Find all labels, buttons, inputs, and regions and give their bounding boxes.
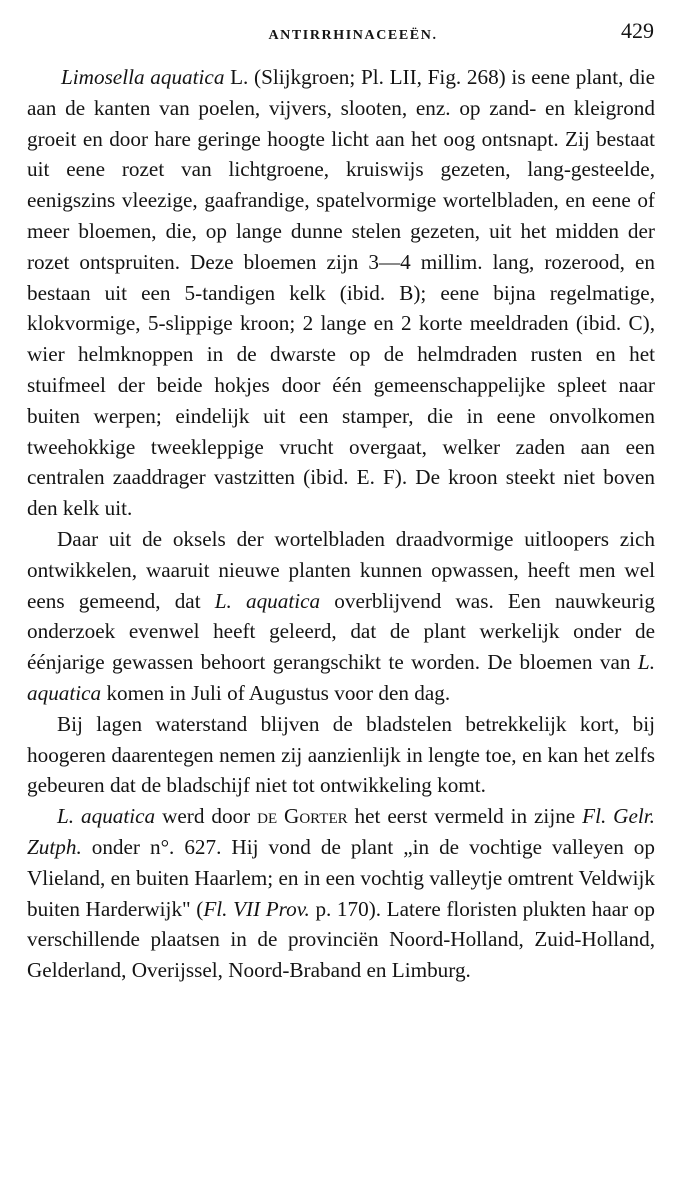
text-run: overblijvend was. Een nauwkeurig onderzoek evenwel heeft geleerd, dat de plant werkelijk onder de éénjarige gewassen behoort gerangschikt te worden. De bloemen van [27, 588, 655, 675]
running-title: ANTIRRHINACEEËN. [268, 28, 438, 43]
page-number: 429 [621, 18, 654, 43]
paragraph-limosella-description [27, 62, 655, 524]
paragraph-distribution-history [27, 801, 655, 986]
text-run: werd door [155, 804, 258, 829]
small-caps-run: de Gorter [257, 804, 348, 829]
paragraph-water-level [27, 709, 655, 801]
text-run: p. 170). Latere floristen plukten haar op verschillende plaatsen in de provinciën Noord-Holland, Zuid-Holland, Gelderland, Overijssel, Noord-Braband en Limburg. [27, 896, 655, 983]
body-text [27, 62, 655, 986]
text-run: Bij lagen waterstand blijven de bladstelen betrekkelijk kort, bij hoogeren daarentegen nemen zij aanzienlijk in lengte toe, en kan het zelfs gebeuren dat de bladschijf niet tot ontwikkeling komt. [27, 711, 655, 798]
italic-run: L. aquatica [27, 650, 655, 705]
running-head [52, 14, 654, 54]
italic-run: L. aquatica [57, 804, 156, 829]
text-run: het eerst vermeld in zijne [347, 804, 583, 829]
text-run: Daar uit de oksels der wortelbladen draadvormige uitloopers zich ontwikkelen, waaruit nieuwe planten kunnen opwassen, heeft men wel eens gemeend, dat [27, 526, 655, 613]
text-run: komen in Juli of Augustus voor den dag. [101, 680, 451, 705]
italic-run: Fl. Gelr. Zutph. [27, 804, 655, 859]
italic-run: Limosella aquatica [61, 65, 225, 89]
italic-run: Fl. VII Prov. [203, 896, 310, 921]
text-run: L. (Slijkgroen; Pl. LII, Fig. 268) is eene plant, die aan de kanten van poelen, vijvers, slooten, enz. op zand- en kleigrond groeit en door hare geringe hoogte licht aan het oog ontsnapt. Zij bestaat uit eene rozet van lichtgroene, kruiswijs gezeten, lang-gesteelde, eenigszins vleezige, gaafrandige, spatelvormige wortelbladen, en eene of meer bloemen, die, op lange dunne stelen gezeten, uit het midden der rozet ontspruiten. Deze bloemen zijn 3—4 millim. lang, rozerood, en bestaan uit een 5-tandigen kelk (ibid. B); eene bijna regelmatige, klokvormige, 5-slippige kroon; 2 lange en 2 korte meeldraden (ibid. C), wier helmknoppen in de dwarste op de helmdraden rusten en het stuifmeel der beide hokjes door één gemeenschappelijke spleet naar buiten werpen; eindelijk uit een stamper, die in eene onvolkomen tweehokkige tweekleppige vrucht overgaat, welker zaden aan een centralen zaaddrager vastzitten (ibid. E. F). De kroon steekt niet boven den kelk uit. [27, 65, 655, 521]
italic-run: L. aquatica [214, 588, 321, 613]
text-run: onder n°. 627. Hij vond de plant „in de vochtige valleyen op Vlieland, en buiten Haarlem; en in een vochtig valleytje omtrent Veldwijk buiten Harderwijk" ( [27, 834, 655, 921]
paragraph-annual-habit [27, 524, 655, 709]
